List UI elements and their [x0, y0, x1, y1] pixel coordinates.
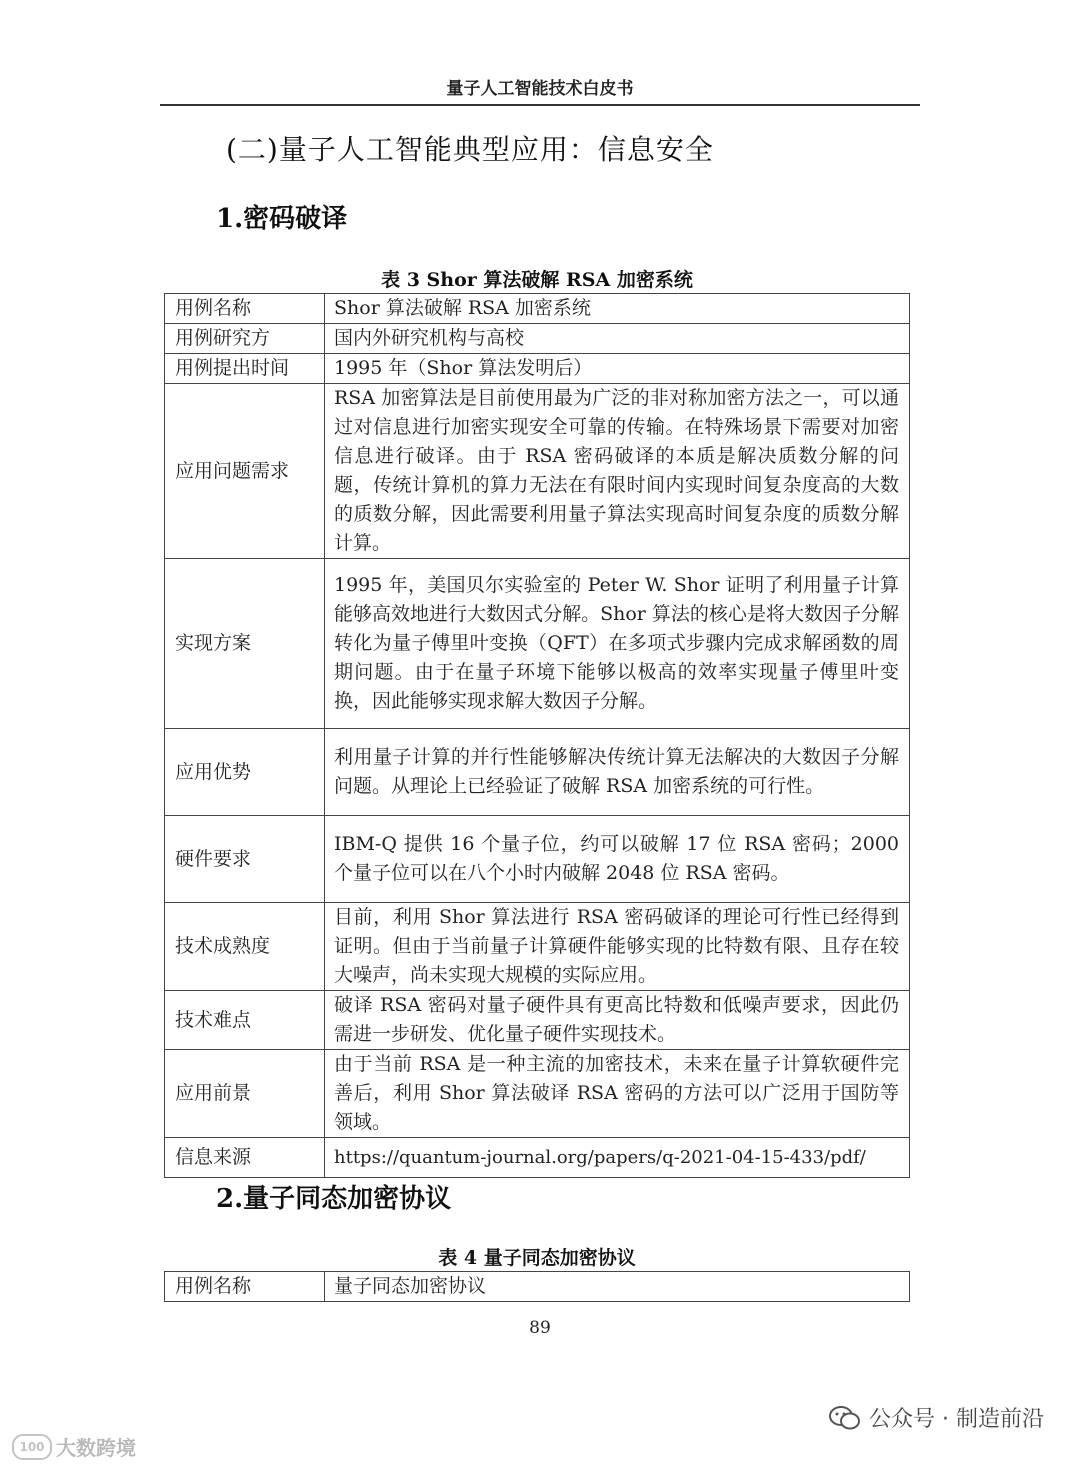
- row-key: 用例名称: [165, 1272, 325, 1302]
- row-value: Shor 算法破解 RSA 加密系统: [325, 294, 910, 324]
- row-value: 利用量子计算的并行性能够解决传统计算无法解决的大数因子分解问题。从理论上已经验证了破解 RSA 加密系统的可行性。: [325, 729, 910, 816]
- watermark-logo-icon: 100: [12, 1434, 52, 1460]
- row-value: IBM-Q 提供 16 个量子位，约可以破解 17 位 RSA 密码；2000 个量子位可以在八个小时内破解 2048 位 RSA 密码。: [325, 816, 910, 903]
- table-row: [165, 816, 910, 903]
- row-value: 1995 年，美国贝尔实验室的 Peter W. Shor 证明了利用量子计算能够高效地进行大数因式分解。Shor 算法的核心是将大数因子分解转化为量子傅里叶变换（QFT）在多项式步骤内完成求解函数的周期问题。由于在量子环境下能够以极高的效率实现量子傅里叶变换，因此能够实现求解大数因子分解。: [325, 559, 910, 729]
- section-title: (二)量子人工智能典型应用：信息安全: [226, 133, 714, 166]
- table-row: [165, 1138, 910, 1178]
- table-row: [165, 354, 910, 384]
- row-key: 技术难点: [165, 991, 325, 1050]
- row-key: 用例提出时间: [165, 354, 325, 384]
- table-row: [165, 1050, 910, 1138]
- subsection-title-cryptanalysis: 1.密码破译: [216, 204, 348, 234]
- row-key: 技术成熟度: [165, 903, 325, 991]
- row-value: 国内外研究机构与高校: [325, 324, 910, 354]
- watermark-right-text: 公众号 · 制造前沿: [869, 1407, 1044, 1432]
- page-number: 89: [529, 1318, 551, 1338]
- row-value: 破译 RSA 密码对量子硬件具有更高比特数和低噪声要求，因此仍需进一步研发、优化量子硬件实现技术。: [325, 991, 910, 1050]
- row-value: 量子同态加密协议: [325, 1272, 910, 1302]
- table-caption-shor: 表 3 Shor 算法破解 RSA 加密系统: [381, 269, 693, 291]
- row-value: 目前，利用 Shor 算法进行 RSA 密码破译的理论可行性已经得到证明。但由于当前量子计算硬件能够实现的比特数有限、且存在较大噪声，尚未实现大规模的实际应用。: [325, 903, 910, 991]
- row-value: 1995 年（Shor 算法发明后）: [325, 354, 910, 384]
- watermark-left-text: 大数跨境: [56, 1436, 136, 1460]
- running-header: 量子人工智能技术白皮书: [160, 74, 920, 106]
- table-row: [165, 324, 910, 354]
- table-row: [165, 1272, 910, 1302]
- table-caption-homomorphic: 表 4 量子同态加密协议: [438, 1247, 636, 1269]
- table-row: [165, 729, 910, 816]
- row-key: 应用前景: [165, 1050, 325, 1138]
- watermark-left: [12, 1432, 136, 1461]
- row-key: 应用问题需求: [165, 384, 325, 559]
- table-row: [165, 991, 910, 1050]
- row-key: 用例研究方: [165, 324, 325, 354]
- row-value: RSA 加密算法是目前使用最为广泛的非对称加密方法之一，可以通过对信息进行加密实现安全可靠的传输。在特殊场景下需要对加密信息进行破译。由于 RSA 密码破译的本质是解决质数分解的问题，传统计算机的算力无法在有限时间内实现时间复杂度高的大数的质数分解，因此需要利用量子算法实现高时间复杂度的质数分解计算。: [325, 384, 910, 559]
- table-row: [165, 384, 910, 559]
- table-row: [165, 294, 910, 324]
- subsection-title-homomorphic: 2.量子同态加密协议: [216, 1184, 452, 1214]
- homomorphic-table: [164, 1271, 910, 1302]
- row-key: 用例名称: [165, 294, 325, 324]
- row-key: 信息来源: [165, 1138, 325, 1178]
- watermark-right: [829, 1402, 1044, 1433]
- row-key: 硬件要求: [165, 816, 325, 903]
- row-value: 由于当前 RSA 是一种主流的加密技术，未来在量子计算软硬件完善后，利用 Shor 算法破译 RSA 密码的方法可以广泛用于国防等领域。: [325, 1050, 910, 1138]
- source-link[interactable]: https://quantum-journal.org/papers/q-2021-04-15-433/pdf/: [325, 1138, 910, 1178]
- wechat-icon: [829, 1405, 861, 1431]
- row-key: 应用优势: [165, 729, 325, 816]
- row-key: 实现方案: [165, 559, 325, 729]
- shor-rsa-table: [164, 293, 910, 1178]
- table-row: [165, 559, 910, 729]
- table-row: [165, 903, 910, 991]
